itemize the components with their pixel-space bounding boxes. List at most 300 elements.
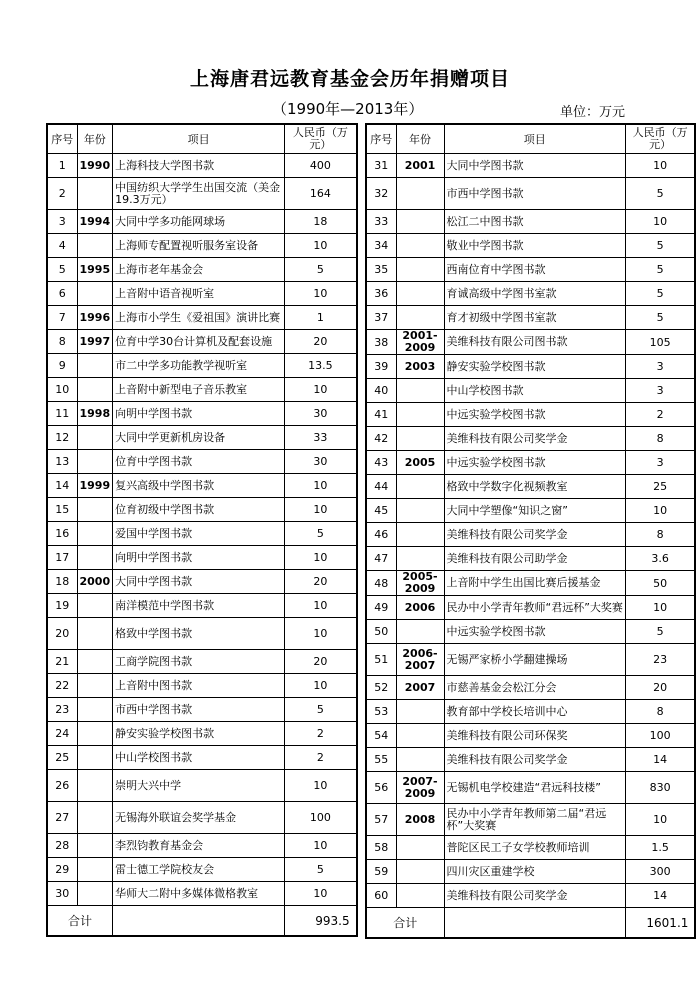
table-row: [366, 451, 695, 475]
row-item: 西南位育中学图书款: [444, 258, 625, 282]
row-number: 35: [366, 258, 396, 282]
table-row: [47, 306, 357, 330]
row-item: 敬业中学图书款: [444, 234, 625, 258]
row-item: 民办中小学青年教师第二届“君远杯”大奖赛: [444, 804, 625, 836]
row-number: 41: [366, 403, 396, 427]
total-blank: [113, 906, 285, 937]
total-label: 合计: [366, 908, 444, 939]
row-amount: 10: [625, 154, 695, 178]
table-row: [47, 834, 357, 858]
row-item: 上音附中学生出国比赛后援基金: [444, 571, 625, 596]
row-item: 南洋模范中学图书款: [113, 594, 285, 618]
row-year: [396, 884, 444, 908]
row-amount: 10: [285, 770, 357, 802]
table-row: [366, 403, 695, 427]
table-row: [47, 674, 357, 698]
table-row: [47, 378, 357, 402]
row-year: [77, 594, 113, 618]
row-year: [396, 748, 444, 772]
row-item: 位育中学30台计算机及配套设施: [113, 330, 285, 354]
row-year: 2006: [396, 596, 444, 620]
row-number: 60: [366, 884, 396, 908]
row-item: 大同中学更新机房设备: [113, 426, 285, 450]
row-amount: 14: [625, 884, 695, 908]
table-row: [366, 523, 695, 547]
row-number: 47: [366, 547, 396, 571]
period-label: （1990年—2013年）: [272, 100, 424, 118]
row-number: 43: [366, 451, 396, 475]
row-item: 无锡海外联谊会奖学基金: [113, 802, 285, 834]
row-amount: 830: [625, 772, 695, 804]
row-year: 2000: [77, 570, 113, 594]
row-amount: 10: [625, 210, 695, 234]
row-amount: 300: [625, 860, 695, 884]
total-row: [47, 906, 357, 937]
row-item: 美维科技有限公司助学金: [444, 547, 625, 571]
row-item: 上音附中新型电子音乐教室: [113, 378, 285, 402]
header-item: 项目: [444, 124, 625, 154]
row-item: 向明中学图书款: [113, 546, 285, 570]
row-amount: 33: [285, 426, 357, 450]
table-row: [366, 571, 695, 596]
row-amount: 10: [285, 474, 357, 498]
row-year: [77, 674, 113, 698]
table-row: [47, 858, 357, 882]
table-row: [47, 802, 357, 834]
row-number: 51: [366, 644, 396, 676]
row-year: [396, 547, 444, 571]
table-row: [366, 724, 695, 748]
row-amount: 5: [625, 306, 695, 330]
row-item: 中远实验学校图书款: [444, 403, 625, 427]
row-amount: 164: [285, 178, 357, 210]
row-amount: 10: [625, 596, 695, 620]
row-amount: 400: [285, 154, 357, 178]
row-item: 中山学校图书款: [444, 379, 625, 403]
row-year: 2001-2009: [396, 330, 444, 355]
row-item: 上音附中语音视听室: [113, 282, 285, 306]
row-number: 34: [366, 234, 396, 258]
row-number: 18: [47, 570, 77, 594]
table-row: [366, 547, 695, 571]
row-year: [396, 282, 444, 306]
row-year: [396, 523, 444, 547]
table-row: [366, 700, 695, 724]
row-amount: 20: [625, 676, 695, 700]
row-year: 2007: [396, 676, 444, 700]
row-item: 位育中学图书款: [113, 450, 285, 474]
row-item: 市慈善基金会松江分会: [444, 676, 625, 700]
row-item: 美维科技有限公司奖学金: [444, 748, 625, 772]
table-row: [366, 644, 695, 676]
row-number: 33: [366, 210, 396, 234]
table-row: [366, 427, 695, 451]
table-row: [366, 860, 695, 884]
row-year: [396, 836, 444, 860]
row-year: 2007-2009: [396, 772, 444, 804]
total-amount: 1601.1: [625, 908, 695, 939]
row-number: 52: [366, 676, 396, 700]
row-amount: 23: [625, 644, 695, 676]
row-amount: 5: [285, 258, 357, 282]
header-year: 年份: [396, 124, 444, 154]
row-item: 大同中学图书款: [444, 154, 625, 178]
row-amount: 1.5: [625, 836, 695, 860]
row-number: 7: [47, 306, 77, 330]
row-number: 27: [47, 802, 77, 834]
row-year: [396, 620, 444, 644]
table-row: [366, 282, 695, 306]
table-row: [366, 178, 695, 210]
row-number: 53: [366, 700, 396, 724]
row-year: [77, 234, 113, 258]
row-year: 1996: [77, 306, 113, 330]
row-item: 民办中小学青年教师“君远杯”大奖赛: [444, 596, 625, 620]
row-number: 42: [366, 427, 396, 451]
row-item: 市西中学图书款: [444, 178, 625, 210]
row-item: 市二中学多功能教学视听室: [113, 354, 285, 378]
table-row: [47, 618, 357, 650]
row-year: [396, 379, 444, 403]
row-amount: 20: [285, 570, 357, 594]
page-title: 上海唐君远教育基金会历年捐赠项目: [189, 68, 510, 90]
row-item: 上音附中图书款: [113, 674, 285, 698]
row-year: [396, 700, 444, 724]
table-row: [47, 234, 357, 258]
table-row: [47, 570, 357, 594]
table-row: [366, 836, 695, 860]
row-year: [77, 522, 113, 546]
row-amount: 10: [625, 804, 695, 836]
row-number: 19: [47, 594, 77, 618]
row-amount: 5: [625, 620, 695, 644]
row-amount: 10: [285, 498, 357, 522]
row-year: [77, 546, 113, 570]
table-row: [366, 379, 695, 403]
row-item: 中国纺织大学学生出国交流（美金19.3万元）: [113, 178, 285, 210]
row-amount: 100: [285, 802, 357, 834]
row-amount: 5: [625, 258, 695, 282]
row-amount: 1: [285, 306, 357, 330]
table-row: [47, 546, 357, 570]
row-number: 22: [47, 674, 77, 698]
row-number: 55: [366, 748, 396, 772]
row-number: 39: [366, 355, 396, 379]
row-number: 5: [47, 258, 77, 282]
table-row: [366, 772, 695, 804]
header-no: 序号: [366, 124, 396, 154]
row-amount: 3: [625, 451, 695, 475]
row-amount: 10: [285, 882, 357, 906]
row-item: 美维科技有限公司奖学金: [444, 427, 625, 451]
row-amount: 25: [625, 475, 695, 499]
row-number: 57: [366, 804, 396, 836]
row-amount: 100: [625, 724, 695, 748]
row-item: 大同中学塑像“知识之窗”: [444, 499, 625, 523]
row-year: 2001: [396, 154, 444, 178]
row-item: 李烈钧教育基金会: [113, 834, 285, 858]
row-item: 中山学校图书款: [113, 746, 285, 770]
table-row: [47, 594, 357, 618]
header-item: 项目: [113, 124, 285, 154]
row-year: [77, 834, 113, 858]
row-year: [77, 650, 113, 674]
row-item: 格致中学数字化视频教室: [444, 475, 625, 499]
row-amount: 3.6: [625, 547, 695, 571]
row-number: 49: [366, 596, 396, 620]
row-item: 复兴高级中学图书款: [113, 474, 285, 498]
row-item: 市西中学图书款: [113, 698, 285, 722]
row-item: 美维科技有限公司环保奖: [444, 724, 625, 748]
row-item: 美维科技有限公司奖学金: [444, 884, 625, 908]
row-item: 教育部中学校长培训中心: [444, 700, 625, 724]
table-row: [47, 722, 357, 746]
row-item: 大同中学图书款: [113, 570, 285, 594]
row-amount: 5: [625, 234, 695, 258]
row-year: 1999: [77, 474, 113, 498]
row-amount: 30: [285, 450, 357, 474]
row-year: 1997: [77, 330, 113, 354]
row-number: 37: [366, 306, 396, 330]
table-row: [47, 770, 357, 802]
row-item: 向明中学图书款: [113, 402, 285, 426]
header-amount: 人民币（万元）: [285, 124, 357, 154]
row-year: [396, 724, 444, 748]
row-amount: 3: [625, 355, 695, 379]
table-header: [366, 124, 695, 154]
row-number: 12: [47, 426, 77, 450]
row-amount: 8: [625, 523, 695, 547]
row-item: 大同中学多功能网球场: [113, 210, 285, 234]
row-amount: 3: [625, 379, 695, 403]
row-year: [77, 722, 113, 746]
table-row: [47, 282, 357, 306]
row-number: 13: [47, 450, 77, 474]
table-row: [47, 746, 357, 770]
row-number: 20: [47, 618, 77, 650]
row-year: 2008: [396, 804, 444, 836]
row-number: 8: [47, 330, 77, 354]
header-year: 年份: [77, 124, 113, 154]
row-amount: 20: [285, 330, 357, 354]
row-amount: 10: [285, 378, 357, 402]
table-row: [47, 154, 357, 178]
row-number: 28: [47, 834, 77, 858]
row-amount: 2: [625, 403, 695, 427]
row-item: 位育初级中学图书款: [113, 498, 285, 522]
row-year: [77, 178, 113, 210]
row-number: 26: [47, 770, 77, 802]
table-row: [366, 884, 695, 908]
row-item: 育诚高级中学图书室款: [444, 282, 625, 306]
table-row: [366, 258, 695, 282]
row-item: 上海市老年基金会: [113, 258, 285, 282]
row-number: 2: [47, 178, 77, 210]
row-number: 40: [366, 379, 396, 403]
row-amount: 5: [285, 858, 357, 882]
table-row: [47, 178, 357, 210]
row-number: 1: [47, 154, 77, 178]
table-row: [366, 475, 695, 499]
table-row: [366, 330, 695, 355]
row-amount: 5: [625, 282, 695, 306]
row-number: 10: [47, 378, 77, 402]
total-amount: 993.5: [285, 906, 357, 937]
row-number: 59: [366, 860, 396, 884]
row-item: 中远实验学校图书款: [444, 620, 625, 644]
row-number: 4: [47, 234, 77, 258]
table-header: [47, 124, 357, 154]
total-label: 合计: [47, 906, 113, 937]
row-year: [396, 427, 444, 451]
row-item: 上海科技大学图书款: [113, 154, 285, 178]
row-item: 崇明大兴中学: [113, 770, 285, 802]
row-year: [77, 746, 113, 770]
row-item: 上海师专配置视听服务室设备: [113, 234, 285, 258]
row-item: 松江二中图书款: [444, 210, 625, 234]
row-year: [396, 306, 444, 330]
row-amount: 10: [625, 499, 695, 523]
row-item: 育才初级中学图书室款: [444, 306, 625, 330]
row-amount: 20: [285, 650, 357, 674]
row-number: 9: [47, 354, 77, 378]
row-item: 四川灾区重建学校: [444, 860, 625, 884]
row-year: 2005-2009: [396, 571, 444, 596]
row-number: 56: [366, 772, 396, 804]
row-year: [77, 450, 113, 474]
row-item: 上海市小学生《爱祖国》演讲比赛: [113, 306, 285, 330]
table-row: [366, 355, 695, 379]
row-item: 雷士德工学院校友会: [113, 858, 285, 882]
row-year: [77, 498, 113, 522]
row-number: 32: [366, 178, 396, 210]
row-year: [77, 282, 113, 306]
row-amount: 10: [285, 282, 357, 306]
row-year: [77, 618, 113, 650]
row-amount: 8: [625, 700, 695, 724]
row-year: [77, 426, 113, 450]
header-no: 序号: [47, 124, 77, 154]
row-year: 2005: [396, 451, 444, 475]
table-row: [47, 354, 357, 378]
row-number: 3: [47, 210, 77, 234]
row-number: 23: [47, 698, 77, 722]
row-number: 25: [47, 746, 77, 770]
row-amount: 5: [285, 698, 357, 722]
row-number: 30: [47, 882, 77, 906]
row-year: 1990: [77, 154, 113, 178]
row-amount: 18: [285, 210, 357, 234]
row-amount: 50: [625, 571, 695, 596]
row-number: 17: [47, 546, 77, 570]
total-blank: [444, 908, 625, 939]
row-number: 11: [47, 402, 77, 426]
table-row: [366, 620, 695, 644]
row-year: 1994: [77, 210, 113, 234]
table-row: [47, 498, 357, 522]
row-number: 50: [366, 620, 396, 644]
table-row: [47, 474, 357, 498]
row-year: [396, 403, 444, 427]
row-number: 16: [47, 522, 77, 546]
table-row: [366, 499, 695, 523]
table-row: [366, 234, 695, 258]
row-amount: 10: [285, 594, 357, 618]
table-row: [366, 210, 695, 234]
table-row: [366, 804, 695, 836]
row-number: 58: [366, 836, 396, 860]
row-number: 46: [366, 523, 396, 547]
donation-table-left: [46, 123, 358, 937]
row-year: [396, 475, 444, 499]
row-number: 24: [47, 722, 77, 746]
row-amount: 14: [625, 748, 695, 772]
row-amount: 30: [285, 402, 357, 426]
row-year: [77, 882, 113, 906]
table-row: [47, 522, 357, 546]
row-amount: 13.5: [285, 354, 357, 378]
table-row: [47, 450, 357, 474]
row-amount: 10: [285, 834, 357, 858]
row-number: 29: [47, 858, 77, 882]
row-amount: 10: [285, 546, 357, 570]
row-amount: 10: [285, 618, 357, 650]
row-number: 15: [47, 498, 77, 522]
row-number: 44: [366, 475, 396, 499]
row-item: 美维科技有限公司奖学金: [444, 523, 625, 547]
row-item: 华师大二附中多媒体微格教室: [113, 882, 285, 906]
unit-label: 单位：万元: [560, 105, 626, 120]
row-amount: 10: [285, 674, 357, 698]
row-year: [396, 258, 444, 282]
row-amount: 10: [285, 234, 357, 258]
row-year: 1995: [77, 258, 113, 282]
table-row: [366, 748, 695, 772]
row-number: 36: [366, 282, 396, 306]
row-number: 21: [47, 650, 77, 674]
row-number: 38: [366, 330, 396, 355]
row-item: 静安实验学校图书款: [113, 722, 285, 746]
row-item: 格致中学图书款: [113, 618, 285, 650]
row-year: [396, 499, 444, 523]
row-item: 无锡机电学校建造“君远科技楼”: [444, 772, 625, 804]
table-row: [366, 596, 695, 620]
row-year: 2006-2007: [396, 644, 444, 676]
row-item: 普陀区民工子女学校教师培训: [444, 836, 625, 860]
row-amount: 5: [625, 178, 695, 210]
table-row: [366, 676, 695, 700]
table-row: [366, 154, 695, 178]
donation-table-right: [365, 123, 696, 939]
header-amount: 人民币（万元）: [625, 124, 695, 154]
row-number: 54: [366, 724, 396, 748]
row-year: [396, 860, 444, 884]
row-year: 1998: [77, 402, 113, 426]
row-number: 45: [366, 499, 396, 523]
row-year: [77, 770, 113, 802]
row-amount: 8: [625, 427, 695, 451]
row-year: [396, 210, 444, 234]
row-amount: 2: [285, 722, 357, 746]
table-row: [47, 210, 357, 234]
row-item: 静安实验学校图书款: [444, 355, 625, 379]
table-row: [366, 306, 695, 330]
row-amount: 2: [285, 746, 357, 770]
row-year: [77, 698, 113, 722]
row-year: [77, 802, 113, 834]
row-year: [77, 378, 113, 402]
table-row: [47, 402, 357, 426]
